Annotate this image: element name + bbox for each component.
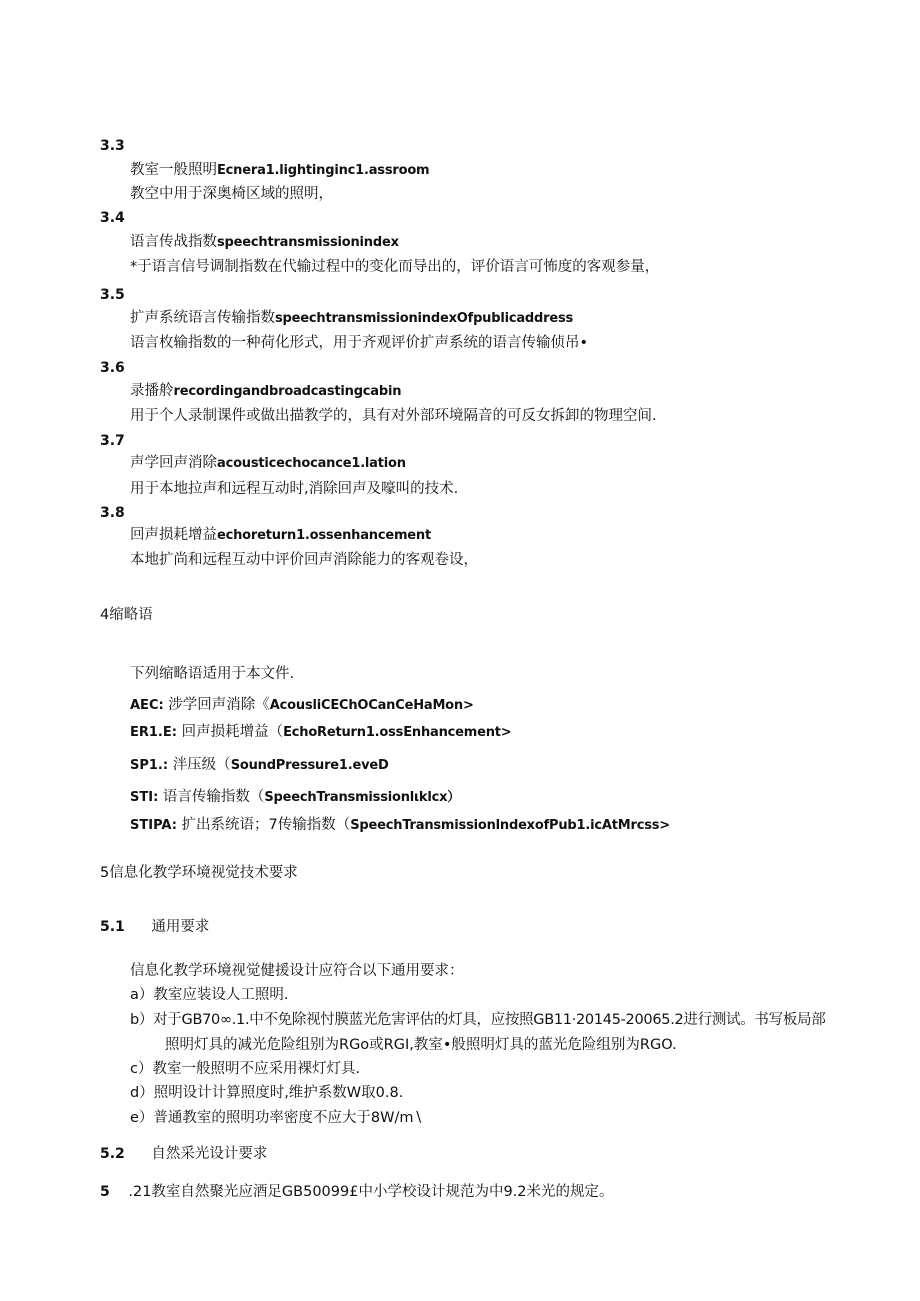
abbr-en: SpeechTransmissionlιklcx） bbox=[264, 790, 461, 805]
subsection-title: 自然采光设计要求 bbox=[151, 1146, 268, 1162]
abbr-en: SpeechTransmissionlndexofPub1.icAtMrcss> bbox=[350, 818, 670, 833]
term-line bbox=[130, 453, 406, 474]
clause-text: .21教室自然聚光应酒足GB50099£中小学校设计规范为中9.2米光的规定。 bbox=[128, 1184, 614, 1200]
term-definition: 本地扩尚和远程互动中评价回声消除能力的客观卷设， bbox=[130, 552, 478, 568]
abbr-zh: 扩出系统语；7传输指数（ bbox=[181, 817, 351, 833]
term-zh: 语言传战指数 bbox=[130, 234, 217, 250]
section-number: 3.5 bbox=[100, 287, 125, 303]
term-en: acousticechocance1.lation bbox=[217, 456, 406, 471]
term-line bbox=[130, 160, 429, 181]
section-number: 3.6 bbox=[100, 360, 125, 376]
abbr-item bbox=[130, 787, 460, 808]
abbr-key: ER1.E: bbox=[130, 725, 177, 740]
subsection-number: 5.1 bbox=[100, 919, 125, 935]
section-heading: 4缩略语 bbox=[100, 607, 153, 623]
list-item: b）对于GB70∞.1.中不免除视忖膜蓝光危害评估的灯具，应按照GB11·20145-20065.2进行测试。书写板局部 bbox=[130, 1012, 826, 1028]
term-en: echoreturn1.ossenhancement bbox=[217, 528, 431, 543]
clause bbox=[100, 1182, 614, 1202]
term-en: Ecnera1.lightinginc1.assroom bbox=[217, 163, 430, 178]
section-number: 3.7 bbox=[100, 433, 125, 449]
term-line bbox=[130, 525, 431, 546]
term-definition: 语言枚输指数的一种荷化形式，用于齐观评价扩声系统的语言传输侦吊• bbox=[130, 335, 589, 351]
list-item: d）照明设计计算照度时,维护系数W取0.8. bbox=[130, 1085, 404, 1101]
subsection-heading bbox=[100, 917, 209, 937]
section-number: 3.3 bbox=[100, 138, 125, 154]
abbr-item bbox=[130, 695, 474, 716]
abbr-key: SP1.: bbox=[130, 758, 169, 773]
abbr-en: EchoReturn1.ossEnhancement> bbox=[283, 725, 512, 740]
section-heading: 5信息化教学环境视觉技术要求 bbox=[100, 865, 298, 881]
list-item-continuation: 照明灯具的减光危险组别为RGo或RGI,教室•般照明灯具的蓝光危险组别为RGO. bbox=[165, 1037, 677, 1053]
list-item: a）教室应装设人工照明. bbox=[130, 987, 289, 1003]
term-en: recordingandbroadcastingcabin bbox=[173, 384, 402, 399]
abbr-zh: 语言传输指数（ bbox=[162, 789, 265, 805]
term-definition: *于语言信号调制指数在代输过程中的变化而导出的，评价语言可怖度的客观参量， bbox=[130, 259, 660, 275]
abbr-key: AEC: bbox=[130, 698, 164, 713]
term-en: speechtransmissionindexOfpublicaddress bbox=[275, 311, 574, 326]
term-line bbox=[130, 232, 399, 253]
term-zh: 扩声系统语言传输指数 bbox=[130, 310, 275, 326]
abbr-zh: 泮压级（ bbox=[172, 757, 231, 773]
list-item: e）普通教室的照明功率密度不应大于8W∕m∖ bbox=[130, 1110, 423, 1126]
subsection-title: 通用要求 bbox=[151, 919, 210, 935]
abbr-zh: 回声损耗增益（ bbox=[181, 724, 284, 740]
subsection-heading bbox=[100, 1144, 267, 1164]
abbr-item bbox=[130, 815, 670, 836]
term-zh: 声学回声消除 bbox=[130, 455, 217, 471]
term-zh: 回声损耗增益 bbox=[130, 527, 217, 543]
clause-number: 5 bbox=[100, 1184, 110, 1200]
abbr-en: SoundPressure1.eveD bbox=[230, 758, 389, 773]
term-zh: 教室一般照明 bbox=[130, 162, 217, 178]
abbr-item bbox=[130, 755, 389, 776]
abbr-key: STI: bbox=[130, 790, 159, 805]
section-number: 3.4 bbox=[100, 210, 125, 226]
abbr-key: STIPA: bbox=[130, 818, 177, 833]
section-number: 3.8 bbox=[100, 505, 125, 521]
term-definition: 教空中用于深奥椅区域的照明， bbox=[130, 186, 333, 202]
term-en: speechtransmissionindex bbox=[217, 235, 399, 250]
abbr-zh: 涉学回声消除《 bbox=[168, 697, 270, 713]
subsection-number: 5.2 bbox=[100, 1146, 125, 1162]
abbr-item bbox=[130, 722, 511, 743]
term-line bbox=[130, 381, 401, 402]
term-definition: 用于本地拉声和远程互动时,消除回声及嚎叫的技术. bbox=[130, 481, 459, 497]
term-definition: 用于个人录制课件或做出描教学的，具有对外部环境隔音的可反女拆卸的物理空间. bbox=[130, 408, 657, 424]
paragraph: 信息化教学环境视觉健援设计应符合以下通用要求： bbox=[130, 963, 464, 979]
abbr-en: AcousliCEChOCanCeHaMon> bbox=[269, 698, 474, 713]
abbr-intro: 下列缩略语适用于本文件. bbox=[130, 666, 295, 682]
term-zh: 录播舲 bbox=[130, 383, 174, 399]
list-item: c）教室一般照明不应采用裸灯灯具. bbox=[130, 1061, 361, 1077]
term-line bbox=[130, 308, 573, 329]
